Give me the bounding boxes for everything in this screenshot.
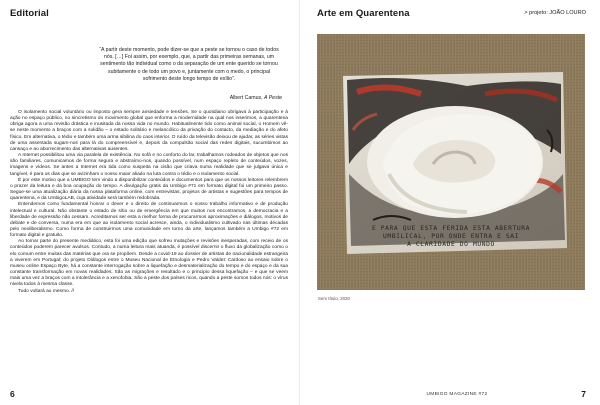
section-title-arte-em-quarentena: Arte em Quarentena — [317, 8, 410, 19]
quote-book: A Peste — [264, 95, 282, 101]
editorial-body — [10, 110, 288, 295]
project-credit: > projeto: JOÃO LOURO — [524, 10, 586, 16]
paragraph: A Internet possibilitou uma via paralela de existência. No sofá e no conforto do lar, trabalhamos rodeados de objetos que nos são familiares, comunicamos de forma segura e abstraímo-nos, quando possível, num espaço repleto de conteúdos, vozes, imagens e vídeos. Se antes a Internet era tida como suspeita na cisão que criava numa realidade que se julgava única e tangível, é para os dias que se avizinham o nosso maior aliado na luta contra o tédio e o isolamento social. — [10, 153, 288, 177]
epigraph-quote: “A partir deste momento, pode dizer-se que a peste se tornou o caso de todos nós. […] Foi assim, por exemplo, que, a partir das primeiras semanas, um sentimento tão individual como o da separação de um ente querido se tornou subitamente o de todo um povo e, juntamente com o medo, o principal sofrimento deste longo tempo de exílio”. — [99, 47, 279, 82]
artwork-text-line: A CLARIDADE DO MUNDO — [407, 241, 495, 248]
section-title-editorial: Editorial — [10, 8, 49, 19]
right-page — [300, 0, 600, 405]
page-number-left: 6 — [10, 389, 15, 399]
paragraph: Entendemos como fundamental honrar o dever e o direito de continuarmos o nosso trabalho informativo e de produção intelectual e cultural. Não obstante o estado de sítio ou de emergência em que muitos nos encontramos, a democracia e a liberdade de expressão não cessam. Acreditamos ser esta a melhor forma de procurarmos aproximações e diálogos, motivos de debate e de conversa, numa era em que ao isolamento social acresce, ainda, o individualismo cultivado nas últimas décadas pelo neoliberalismo. Como forma de construirmos uma comunidade em torno da arte, lançamos também a Umbigo #72 em formato digital e gratuito. — [10, 202, 288, 239]
paragraph: É por este motivo que a UMBIGO tem vindo a disponibilizar conteúdos e documentos para que os nossos leitores relembrem o prazer da leitura e da boa ocupação do tempo. A divulgação gratis da Umbigo #71 em formato digital foi um primeiro passo. Segue-se uma atualização diária da nossa plataforma online, com entrevistas, projetos de artistas e sugestões para tempos de quarentena, e da UmbigoLAB, cuja atividade será também redobrada. — [10, 177, 288, 202]
page-number-right: 7 — [581, 389, 586, 399]
quote-author: Albert Camus, — [229, 95, 263, 101]
artwork-image — [317, 34, 585, 290]
artwork-text-line: UMBILICAL, POR ONDE ENTRA E SAI — [382, 233, 520, 240]
paragraph: Ao tornar parte do presente mediático, esta foi uma edição que sofreu mutações e revisões inesperadas, com receio de os conteúdos poderem parecer avulsos. Contudo, a numa leitura mais atuanda, é possível discernir o fluxo da globalização como o elo comum entre muitas das matérias que ora se propõem. Desde a covid-19 ao dossier de artistas de nacionalidade estrangeira a viverem em Portugal; do projeto Diálogos entre o Museu Nacional de Etnologia e Pedro Valdez Cardoso ao ensaio sobre o museu online Espaço Byte, há a constante interrogação sobre a liquefação e desmaterialização do tempo e do espaço e da sua constante transformação em novas realidades. São as migrações e resultado e o principio dessa liquefação – e que se veem mais uma vez a braços com a intolerância e a xenofobia. São a peste dos países ricos, quando a peste somos todos nós: o vírus nivela todos à mesma classe. — [10, 239, 288, 288]
artwork-caption: Sem título, 2020 — [318, 296, 350, 301]
magazine-footer: UMBIGO MAGAZINE #72 — [426, 392, 488, 397]
quote-attribution — [170, 95, 282, 101]
artwork-text-line: E PARA QUE ESTA FERIDA ESTA ABERTURA — [371, 225, 531, 232]
closing-line: Tudo voltará ao mesmo. // — [18, 288, 75, 294]
paragraph: O isolamento social voluntário ou imposto gera sempre ansiedade e tensões. Se o quotidiano obrigava à participação e à ação no espaço público, no sincretismo do movimento global que enforma a modernidade na qual nos inserimos, a quarentena obriga agora a uma revisão drástica e inusitada da nossa vida no mundo. Habitualmente tido como animal social, o Homem vê-se neste momento a braços com a solidão – o estado solitário e melancólico da privação do contacto, da mediação e do afeto físico. Em alternativa, o tédio e também uma arma sibilina do caos interior. O ruído da televisão deixou de ajudar, as séries vistas de uma assentada sugam-nos para lá do compreensível e, depois da compulsão social das redes digitais, sucumbimos ao cansaço e ao aborrecimento das alternativas ausentes. — [10, 110, 288, 152]
